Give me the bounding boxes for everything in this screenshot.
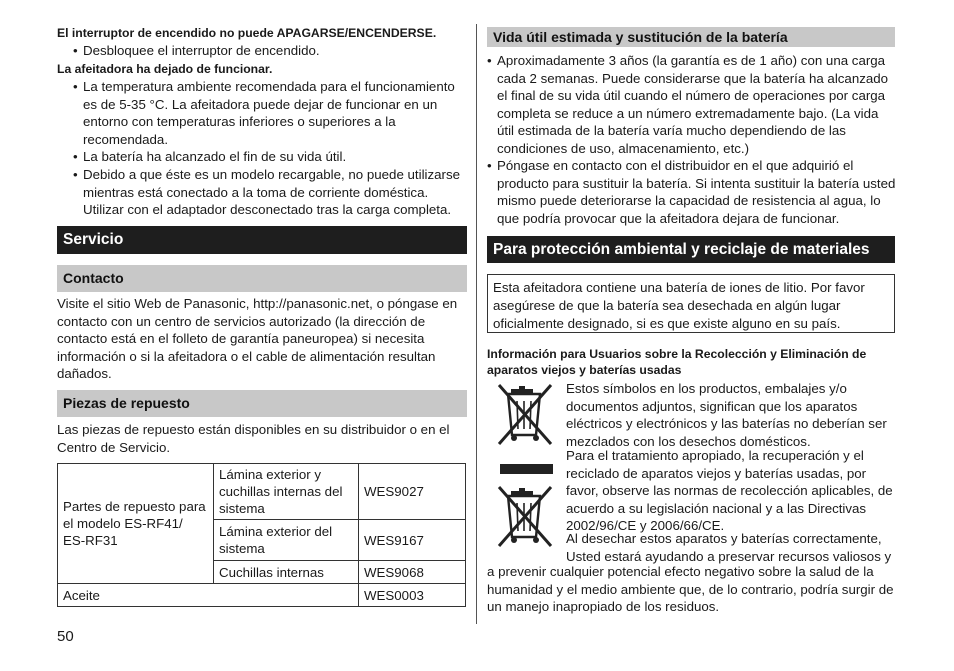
contact-title: Contacto	[57, 265, 467, 292]
crossed-battery-bin-icon	[493, 483, 555, 556]
oil-code-cell: WES0003	[359, 584, 466, 607]
parts-title: Piezas de repuesto	[57, 390, 467, 417]
env-notice-box: Esta afeitadora contiene una batería de iones de litio. Por favor asegúrese de que la batería sea desechada en algún lugar oficialmente designado, si es que existe alguno en su país.	[487, 274, 895, 333]
switch-bullet: • Desbloquee el interruptor de encendido.	[83, 42, 467, 60]
model-label-cell: Partes de repuesto para el modelo ES-RF41/ ES-RF31	[58, 464, 214, 584]
switch-heading: El interruptor de encendido no puede APAGARSE/ENCENDERSE.	[57, 26, 437, 40]
part-name-cell: Lámina exterior del sistema	[214, 520, 359, 561]
part-code-cell: WES9068	[359, 561, 466, 584]
env-title: Para protección ambiental y reciclaje de materiales	[487, 236, 895, 263]
weee-text-2: Para el tratamiento apropiado, la recuperación y el reciclado de aparatos viejos y baterías usadas, por favor, observe las normas de recolección aplicables, de acuerdo a su legislación nacional y a las Directivas 2002/96/CE y 2006/66/CE.	[566, 448, 893, 533]
bin-underline-bar	[500, 464, 553, 474]
weee-heading: Información para Usuarios sobre la Recolección y Eliminación de aparatos viejos y baterías usadas	[487, 347, 867, 377]
stopped-bullet-1: • La temperatura ambiente recomendada para el funcionamiento es de 5-35 °C. La afeitadora puede dejar de funcionar en un entorno con temperaturas inferiores o superiores a la recomendada.	[83, 78, 468, 148]
weee-text-1: Estos símbolos en los productos, embalajes y/o documentos adjuntos, significan que los aparatos eléctricos y electrónicos y las baterías no deberían ser mezclados con los desechos domésticos.	[566, 381, 887, 449]
table-row	[58, 464, 466, 520]
stopped-heading: La afeitadora ha dejado de funcionar.	[57, 62, 273, 76]
battery-title: Vida útil estimada y sustitución de la batería	[487, 27, 895, 47]
battery-bullet-1: • Aproximadamente 3 años (la garantía es de 1 año) con una carga cada 2 semanas. Puede considerarse que la batería ha alcanzado el final de su vida útil cuando el número de operaciones por carga completa se reduce a un número extremadamente bajo. (La vida útil estimada de la batería varía mucho dependiendo de las condiciones de uso, almacenamiento, etc.)	[497, 52, 897, 157]
part-code-cell: WES9027	[359, 464, 466, 520]
stopped-bullet-2: • La batería ha alcanzado el fin de su vida útil.	[83, 148, 468, 166]
part-name-cell: Lámina exterior y cuchillas internas del sistema	[214, 464, 359, 520]
part-code-cell: WES9167	[359, 520, 466, 561]
parts-table	[57, 463, 466, 607]
service-title: Servicio	[57, 226, 467, 254]
table-row	[58, 584, 466, 607]
stopped-bullet-3: • Debido a que éste es un modelo recargable, no puede utilizarse mientras está conectado a la toma de corriente doméstica. Utilizar con el adaptador desconectado tras la carga completa.	[83, 166, 468, 219]
contact-text: Visite el sitio Web de Panasonic, http://panasonic.net, o póngase en contacto con un centro de servicios autorizado (la dirección de contacto está en el folleto de garantía paneuropea) si necesita información o si la afeitadora o el cable de alimentación resultan dañados.	[57, 296, 458, 381]
part-name-cell: Cuchillas internas	[214, 561, 359, 584]
crossed-bin-icon	[493, 381, 555, 452]
column-divider	[476, 24, 477, 624]
oil-label-cell: Aceite	[58, 584, 359, 607]
page-number: 50	[57, 628, 74, 645]
weee-text-4: a prevenir cualquier potencial efecto negativo sobre la salud de la humanidad y el medio ambiente que, de lo contrario, podría surgir de un manejo inapropiado de los residuos.	[487, 564, 894, 614]
parts-text: Las piezas de repuesto están disponibles en su distribuidor o en el Centro de Servicio.	[57, 422, 450, 455]
battery-bullet-2: • Póngase en contacto con el distribuidor en el que adquirió el producto para sustituir la batería. Si intenta sustituir la batería usted mismo puede deteriorarse la capacidad de resistencia al agua, lo que podría provocar que la afeitadora dejara de funcionar.	[497, 157, 897, 227]
weee-text-3: Al desechar estos aparatos y baterías correctamente, Usted estará ayudando a preservar recursos valiosos y	[566, 531, 892, 564]
